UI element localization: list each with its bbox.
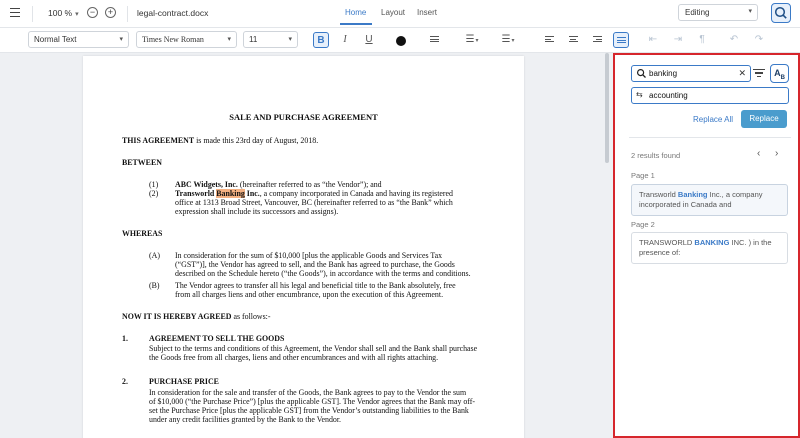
format-toolbar [0, 28, 800, 53]
chevron-down-icon: ▾ [227, 35, 231, 43]
agreement-intro-text: is made this 23rd day of August, 2018. [194, 136, 319, 145]
recital-line: In consideration for the sum of $10,000 [plus the applicable Goods and Services Tax [175, 251, 443, 260]
search-highlight: Banking [216, 189, 245, 198]
replace-input-value: accounting [649, 91, 688, 100]
align-justify-icon[interactable] [613, 32, 629, 48]
previous-result-icon[interactable]: ‹ [757, 148, 761, 159]
result-text: INC. ) in the presence of: [639, 238, 772, 257]
undo-icon[interactable]: ↶ [729, 34, 739, 45]
mode-select-label: Editing [685, 8, 710, 17]
tab-layout[interactable]: Layout [381, 8, 406, 17]
search-replace-panel [613, 53, 800, 438]
font-size-select[interactable] [243, 31, 298, 48]
replace-all-button[interactable]: Replace All [693, 115, 734, 124]
section-line: of $10,000 (“the Purchase Price”) [plus the applicable GST]. The Vendor agrees that the Bank may off- [149, 397, 476, 406]
zoom-in-icon[interactable]: + [105, 7, 116, 18]
section-line: In consideration for the sale and transfer of the Goods, the Bank agrees to pay to the Vendor the sum [149, 388, 467, 397]
zoom-out-icon[interactable]: − [87, 7, 98, 18]
search-toggle-button[interactable] [771, 3, 791, 23]
result-match: Banking [677, 190, 708, 199]
agreed-clause-lead: NOW IT IS HEREBY AGREED [122, 312, 232, 321]
agreed-clause [122, 312, 271, 321]
zoom-level[interactable] [48, 8, 79, 18]
numbered-list-icon[interactable]: ☰▾ [501, 34, 515, 45]
section-heading: AGREEMENT TO SELL THE GOODS [149, 334, 285, 343]
party-two-line: expression shall include its successors and assigns). [175, 207, 339, 216]
recital-line: described on the Schedule hereto (“the Goods”), in accordance with the terms and conditions. [175, 269, 471, 278]
line-spacing-icon[interactable] [426, 32, 442, 48]
party-two-name-suffix: Inc. [244, 189, 260, 198]
document-page[interactable] [83, 56, 524, 438]
redo-icon[interactable]: ↷ [754, 34, 764, 45]
results-count: 2 results found [631, 151, 681, 160]
replace-input[interactable] [631, 87, 789, 104]
party-number: (2) [149, 189, 159, 198]
align-center-icon[interactable] [565, 32, 581, 48]
pilcrow-icon[interactable]: ¶ [699, 34, 705, 45]
party-one-name: ABC Widgets, Inc. [175, 180, 238, 189]
section-line: under any credit facilities granted by the Bank to the Vendor. [149, 415, 342, 424]
recital-number: (A) [149, 251, 160, 260]
zoom-level-label: 100 % [48, 8, 73, 18]
divider [127, 6, 128, 22]
result-text: TRANSWORLD [639, 238, 695, 247]
paragraph-style-label: Normal Text [34, 35, 77, 44]
align-right-icon[interactable] [589, 32, 605, 48]
party-two [175, 189, 453, 198]
party-number: (1) [149, 180, 159, 189]
recital-line: The Vendor agrees to transfer all his legal and beneficial title to the Bank absolutely, free [175, 281, 456, 290]
vertical-scrollbar[interactable] [605, 53, 609, 163]
font-size-label: 11 [249, 35, 258, 44]
active-tab-indicator [340, 23, 372, 25]
section-line: Subject to the terms and conditions of this Agreement, the Vendor shall sell and the Bank shall purchase [149, 344, 478, 353]
divider [629, 137, 791, 138]
font-family-label: Times New Roman [142, 35, 204, 44]
replace-button[interactable]: Replace [741, 110, 787, 128]
section-line: the Goods free from all charges, liens and other encumbrances and with all rights attaching. [149, 353, 439, 362]
indent-decrease-icon[interactable]: ⇤ [648, 34, 658, 45]
party-two-line: office at 1313 Broad Street, Vancouver, BC (hereinafter referred to as “the Bank” which [175, 198, 453, 207]
tab-insert[interactable]: Insert [417, 8, 438, 17]
result-page-label: Page 1 [631, 171, 655, 180]
underline-button[interactable]: U [365, 34, 373, 45]
agreement-intro-lead: THIS AGREEMENT [122, 136, 195, 145]
party-two-name: Transworld [175, 189, 217, 198]
chevron-down-icon: ▾ [748, 8, 752, 15]
recital-number: (B) [149, 281, 160, 290]
search-input[interactable] [631, 65, 751, 82]
match-case-icon[interactable]: $A_B$ [770, 64, 789, 83]
chevron-down-icon: ▾ [288, 36, 292, 43]
search-result-item[interactable] [631, 184, 788, 216]
paragraph-style-select[interactable] [28, 31, 129, 48]
party-one [175, 180, 382, 189]
agreement-intro [122, 136, 318, 145]
whereas-heading: WHEREAS [122, 229, 163, 238]
between-heading: BETWEEN [122, 158, 162, 167]
mode-select[interactable] [678, 4, 758, 21]
result-page-label: Page 2 [631, 220, 655, 229]
search-icon [772, 4, 790, 22]
document-canvas [0, 53, 613, 438]
text-color-button[interactable] [396, 36, 406, 46]
section-number: 1. [122, 334, 128, 343]
result-text: Inc., a company incorporated in Canada and [639, 190, 763, 209]
party-two-text: , a company incorporated in Canada and having its registered [259, 189, 453, 198]
search-input-value: banking [649, 69, 678, 78]
bold-button[interactable]: B [313, 32, 329, 48]
tab-home[interactable]: Home [345, 8, 367, 17]
recital-line: from all charges liens and other encumbrance, upon the execution of this Agreement. [175, 290, 444, 299]
next-result-icon[interactable]: › [775, 148, 779, 159]
document-title: SALE AND PURCHASE AGREEMENT [229, 112, 378, 122]
chevron-down-icon: ▾ [119, 36, 123, 43]
italic-button[interactable]: I [343, 34, 347, 45]
section-number: 2. [122, 377, 128, 386]
indent-increase-icon[interactable]: ⇥ [673, 34, 683, 45]
search-icon [636, 68, 647, 79]
result-text: Transworld [639, 190, 678, 199]
divider [32, 6, 33, 22]
document-filename: legal-contract.docx [137, 8, 209, 18]
top-bar [0, 0, 800, 28]
result-match: BANKING [694, 238, 730, 247]
agreed-clause-text: as follows:- [231, 312, 271, 321]
clear-icon[interactable]: ✕ [738, 68, 746, 78]
bulleted-list-icon[interactable]: ☰▾ [465, 34, 479, 45]
recital-line: (“GST”)], the Vendor has agreed to sell, and the Bank has agreed to purchase, the Goods [175, 260, 455, 269]
filter-icon[interactable] [753, 69, 765, 79]
section-line: set the Purchase Price [plus the applicable GST] from the Vendor’s outstanding liabilities to the Bank [149, 406, 469, 415]
align-left-icon[interactable] [541, 32, 557, 48]
chevron-down-icon: ▾ [75, 11, 79, 18]
replace-icon: ⇆ [636, 90, 643, 99]
section-heading: PURCHASE PRICE [149, 377, 219, 386]
hamburger-menu-icon[interactable] [10, 8, 20, 17]
font-family-select[interactable] [136, 31, 237, 48]
party-one-text: (hereinafter referred to as “the Vendor”); and [237, 180, 382, 189]
search-result-item[interactable] [631, 232, 788, 264]
